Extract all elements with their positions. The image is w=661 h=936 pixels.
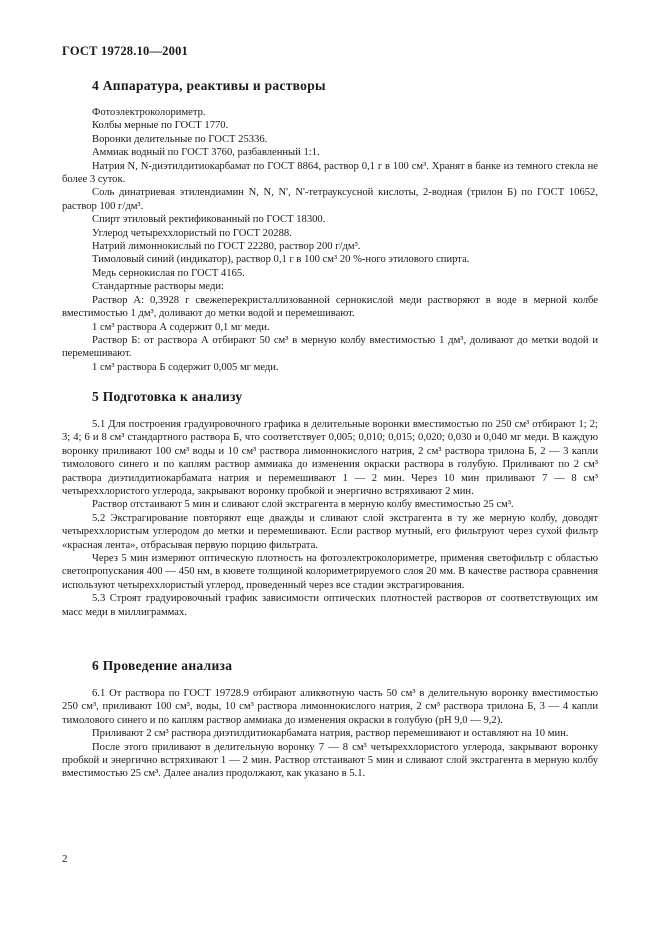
paragraph: 1 см³ раствора Б содержит 0,005 мг меди. xyxy=(92,361,279,373)
paragraph: Колбы мерные по ГОСТ 1770. xyxy=(92,120,229,132)
paragraph: Через 5 мин измеряют оптическую плотность на фотоэлектроколориметре, применяя светофильтр с областью светопропускания 400 — 450 нм, в кювете толщиной колориметрируемого слоя 20 мм. В качестве раствора сравнения используют четыреххлористый углерод, проведенный через все стадии экстрагирования. xyxy=(62,553,598,591)
paragraph: Стандартные растворы меди: xyxy=(92,281,224,293)
paragraph: Тимоловый синий (индикатор), раствор 0,1 г в 100 см³ 20 %-ного этилового спирта. xyxy=(92,254,470,266)
paragraph: Раствор отстаивают 5 мин и сливают слой экстрагента в мерную колбу вместимостью 25 см³. xyxy=(92,499,514,511)
section-5-title: 5 Подготовка к анализу xyxy=(92,389,243,404)
paragraph: Воронки делительные по ГОСТ 25336. xyxy=(92,133,268,145)
paragraph: Приливают 2 см³ раствора диэтилдитиокарбамата натрия, раствор перемешивают и оставляют на 10 мин. xyxy=(92,728,569,740)
paragraph: Соль динатриевая этилендиамин N, N, N', N'-тетрауксусной кислоты, 2-водная (трилон Б) по ГОСТ 10652, раствор 100 г/дм³. xyxy=(62,187,598,212)
page-number: 2 xyxy=(62,853,68,865)
section-6-body xyxy=(62,687,598,781)
paragraph: Углерод четыреххлористый по ГОСТ 20288. xyxy=(92,227,292,239)
paragraph: Фотоэлектроколориметр. xyxy=(92,107,206,118)
paragraph: 6.1 От раствора по ГОСТ 19728.9 отбирают аликвотную часть 50 см³ в делительную воронку вместимостью 250 см³, приливают 100 см³, воды, 10 см³ раствора лимоннокислого натрия, 2 см³ раствора трилона Б, 3 — 4 капли тимолового синего и по каплям раствор аммиака до изменения окраски в голубую (pH 9,0 — 9,2). xyxy=(62,688,598,726)
paragraph: Натрий лимоннокислый по ГОСТ 22280, раствор 200 г/дм³. xyxy=(92,241,361,253)
standard-header: ГОСТ 19728.10—2001 xyxy=(62,44,188,58)
paragraph: 5.3 Строят градуировочный график зависимости оптических плотностей растворов от соответствующих им масс меди в миллиграммах. xyxy=(62,593,598,618)
paragraph: Спирт этиловый ректификованный по ГОСТ 18300. xyxy=(92,214,326,226)
paragraph: 1 см³ раствора А содержит 0,1 мг меди. xyxy=(92,321,270,333)
paragraph: После этого приливают в делительную воронку 7 — 8 см³ четыреххлористого углерода, закрывают воронку пробкой и энергично встряхивают 1 — 2 мин. Раствор отстаивают 5 мин и сливают слой экстрагента в мерную колбу вместимостью 25 см³. Далее анализ продолжают, как указано в 5.1. xyxy=(62,741,598,780)
section-4-body xyxy=(62,106,598,374)
paragraph: Натрия N, N-диэтилдитиокарбамат по ГОСТ 8864, раствор 0,1 г в 100 см³. Хранят в банке из темного стекла не более 3 суток. xyxy=(62,160,598,186)
section-6-title: 6 Проведение анализа xyxy=(92,658,233,673)
section-4-title: 4 Аппаратура, реактивы и растворы xyxy=(92,78,326,93)
paragraph: Медь сернокислая по ГОСТ 4165. xyxy=(92,267,245,279)
paragraph: Раствор Б: от раствора А отбирают 50 см³ в мерную колбу вместимостью 1 дм³, доливают до метки водой и перемешивают. xyxy=(62,334,598,360)
paragraph: 5.1 Для построения градуировочного графика в делительные воронки вместимостью по 250 см³ отбирают 1; 2; 3; 4; 6 и 8 см³ стандартного раствора Б, что соответствует 0,005; 0,010; 0,015; 0,020; 0,030 и 0,040 мг меди. В каждую воронку приливают 100 см³ воды и 10 см³ раствора лимоннокислого натрия, 2 см³ раствора трилона Б, 2 — 3 капли тимолового синего и по каплям раствор аммиака до изменения окраски раствора в голубую. Приливают по 2 см³ раствора диэтилдитиокарбамата натрия и перемешивают 1 — 2 мин. Через 10 мин приливают 7 — 8 см³ четыреххлористого углерода, закрывают воронку пробкой и энергично встряхивают 2 мин. xyxy=(62,419,598,498)
paragraph: Аммиак водный по ГОСТ 3760, разбавленный 1:1. xyxy=(92,147,320,159)
section-5-body xyxy=(62,418,598,619)
paragraph: Раствор А: 0,3928 г свежеперекристаллизованной сернокислой меди растворяют в воде в мерной колбе вместимостью 1 дм³, доливают до метки водой и перемешивают. xyxy=(62,294,598,320)
paragraph: 5.2 Экстрагирование повторяют еще дважды и сливают слой экстрагента в ту же мерную колбу, доводят четыреххлористым углеродом до метки и перемешивают. Если раствор мутный, его фильтруют через сухой фильтр «красная лента», отбрасывая первую порцию фильтрата. xyxy=(62,512,598,551)
